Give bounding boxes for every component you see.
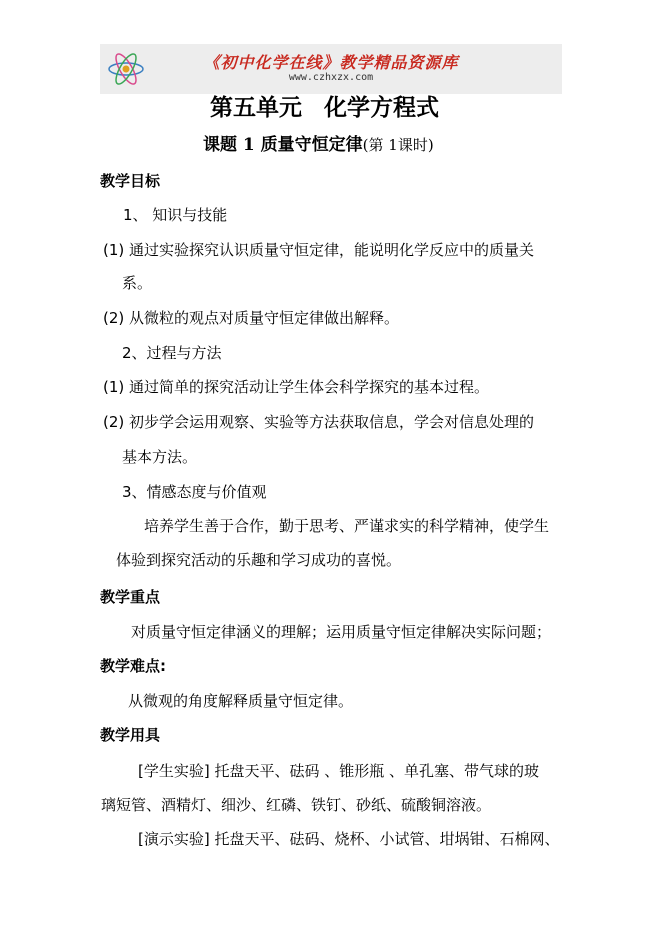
process-item-1: (1) 通过简单的探究活动让学生体会科学探究的基本过程。 <box>103 378 490 396</box>
process-item-2-cont: 基本方法。 <box>122 448 198 466</box>
knowledge-item-1: (1) 通过实验探究认识质量守恒定律，能说明化学反应中的质量关 <box>103 241 535 259</box>
unit-topic: 化学方程式 <box>324 94 439 121</box>
key-points-heading: 教学重点 <box>100 588 161 606</box>
attitude-text-line-2: 体验到探究活动的乐趣和学习成功的喜悦。 <box>116 551 402 569</box>
lesson-title <box>203 134 434 156</box>
lesson-period: (第 1课时) <box>362 136 434 154</box>
unit-label: 第五单元 <box>210 94 302 121</box>
attitude-text-line-1: 培养学生善于合作，勤于思考、严谨求实的科学精神，使学生 <box>144 517 550 535</box>
lesson-name: 课题 1 质量守恒定律 <box>203 135 363 155</box>
knowledge-item-1-cont: 系。 <box>122 274 153 292</box>
banner-url[interactable]: www.czhxzx.com <box>288 72 374 83</box>
demo-experiment-line-1: [演示实验] 托盘天平、砝码、烧杯、小试管、坩埚钳、石棉网、 <box>138 830 560 848</box>
attitude-heading: 3、情感态度与价值观 <box>122 483 267 501</box>
knowledge-heading: 1、 知识与技能 <box>123 206 228 224</box>
student-experiment-line-1: [学生实验] 托盘天平、砝码 、锥形瓶 、单孔塞、带气球的玻 <box>138 762 540 780</box>
objectives-heading: 教学目标 <box>100 172 161 190</box>
knowledge-item-2: (2) 从微粒的观点对质量守恒定律做出解释。 <box>103 309 400 327</box>
student-experiment-line-2: 璃短管、酒精灯、细沙、红磷、铁钉、砂纸、硫酸铜溶液。 <box>101 796 492 814</box>
key-points-text: 对质量守恒定律涵义的理解；运用质量守恒定律解决实际问题； <box>131 623 552 641</box>
page-title <box>210 94 439 122</box>
resource-banner <box>100 44 562 94</box>
difficulties-heading: 教学难点: <box>100 657 166 675</box>
process-heading: 2、过程与方法 <box>122 344 222 362</box>
banner-title: 《初中化学在线》教学精品资源库 <box>203 53 459 72</box>
difficulties-text: 从微观的角度解释质量守恒定律。 <box>128 692 354 710</box>
tools-heading: 教学用具 <box>100 726 161 744</box>
process-item-2: (2) 初步学会运用观察、实验等方法获取信息，学会对信息处理的 <box>103 413 535 431</box>
